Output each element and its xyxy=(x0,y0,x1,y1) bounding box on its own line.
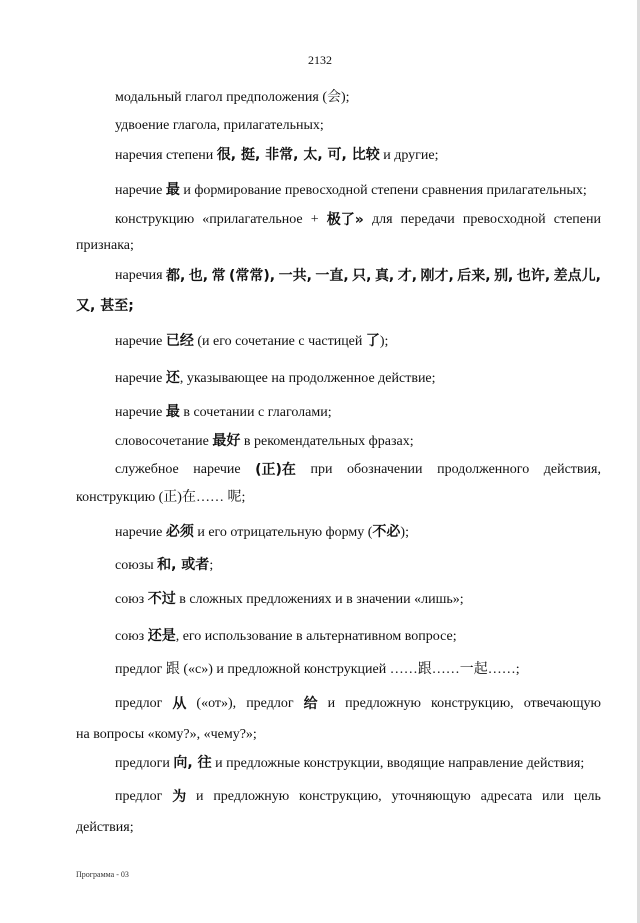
word: 从 xyxy=(172,696,187,712)
line-cong-gei xyxy=(115,696,601,712)
text: и его отрицательную форму ( xyxy=(193,525,373,540)
word: и xyxy=(196,789,204,804)
line-conjunctions xyxy=(115,557,213,574)
page-number: 2132 xyxy=(308,53,332,67)
line-zhengzai xyxy=(115,462,601,478)
text: , его использование в альтернативном вопросе; xyxy=(175,629,457,644)
word: предлог xyxy=(115,696,163,711)
line-hai xyxy=(115,370,436,387)
text: (и его сочетание с частицей xyxy=(193,334,366,349)
line-action: действия; xyxy=(76,820,134,835)
word: предложную xyxy=(345,696,422,711)
text: и предложные конструкции, вводящие направление действия; xyxy=(211,756,585,771)
word: 只, xyxy=(352,268,372,284)
text: в сочетании с глаголами; xyxy=(179,405,332,420)
text: и формирование превосходной степени сравнения прилагательных; xyxy=(179,183,587,198)
text: союз xyxy=(115,629,148,644)
chinese-text: 已经 xyxy=(165,333,194,349)
word: или xyxy=(542,789,564,804)
word: 为 xyxy=(172,789,187,805)
text: предлоги xyxy=(115,756,174,771)
chinese-text: 最好 xyxy=(212,433,241,449)
line-modal-verb: модальный глагол предположения (会); xyxy=(115,90,350,105)
word: + xyxy=(310,212,319,227)
word: 极了» xyxy=(326,212,364,228)
word: степени xyxy=(553,212,601,227)
chinese-text: 很, 挺, 非常, 太, 可, 比较 xyxy=(216,147,380,163)
text: ); xyxy=(379,334,389,349)
word: 也许, xyxy=(516,268,551,284)
text: наречие xyxy=(115,183,166,198)
chinese-text: 了 xyxy=(365,333,380,349)
word: 都, xyxy=(166,268,186,284)
word: «прилагательное xyxy=(202,212,303,227)
word: адресата xyxy=(480,789,533,804)
line-adverbs-list-cont: 又, 甚至; xyxy=(76,298,134,314)
footer-label: Программа - 03 xyxy=(76,870,129,879)
word: предложную xyxy=(213,789,290,804)
word: 给 xyxy=(303,696,318,712)
chinese-text: 必须 xyxy=(165,524,194,540)
word: предлог xyxy=(246,696,294,711)
word: 一共, xyxy=(278,268,312,284)
text: наречия степени xyxy=(115,148,217,163)
text: ; xyxy=(209,558,214,573)
line-attribute: признака; xyxy=(76,238,134,253)
line-questions: на вопросы «кому?», «чему?»; xyxy=(76,727,257,742)
word: конструкцию, xyxy=(431,696,514,711)
word: («от»), xyxy=(196,696,237,711)
chinese-text: 最 xyxy=(165,404,180,420)
text: ); xyxy=(400,525,409,540)
chinese-text: 还是 xyxy=(147,628,176,644)
word: служебное xyxy=(115,462,179,477)
word: наречия xyxy=(115,268,163,283)
word: (正)在 xyxy=(255,462,296,478)
text: в рекомендательных фразах; xyxy=(240,434,414,449)
line-verb-reduplication: удвоение глагола, прилагательных; xyxy=(115,118,324,133)
text: и другие; xyxy=(379,148,439,163)
line-zui-verbs xyxy=(115,404,332,421)
line-degree-adverbs xyxy=(115,147,439,164)
text: в сложных предложениях и в значении «лишь»; xyxy=(175,592,464,607)
word: при xyxy=(310,462,333,477)
line-wei xyxy=(115,789,601,805)
word: конструкцию, xyxy=(299,789,382,804)
word: действия, xyxy=(543,462,601,477)
word: и xyxy=(327,696,336,711)
word: цель xyxy=(573,789,601,804)
word: отвечающую xyxy=(523,696,601,711)
word: превосходной xyxy=(462,212,546,227)
line-construction-jile xyxy=(115,212,601,228)
word: 刚才, xyxy=(420,268,454,284)
chinese-text: 还 xyxy=(165,370,180,386)
line-superlative xyxy=(115,182,587,199)
word: 才, xyxy=(397,268,418,284)
chinese-text: 不必 xyxy=(372,524,401,540)
word: (常常), xyxy=(229,268,276,284)
text: , указывающее на продолженное действие; xyxy=(179,371,436,386)
text: наречие xyxy=(115,525,166,540)
word: передачи xyxy=(400,212,455,227)
text: наречие xyxy=(115,334,166,349)
line-zhengzai-ne: конструкцию (正)在…… 呢; xyxy=(76,490,246,505)
word: предлог xyxy=(115,789,163,804)
line-zuihao xyxy=(115,433,414,450)
line-haishi xyxy=(115,628,457,645)
word: наречие xyxy=(193,462,241,477)
line-buguo xyxy=(115,591,464,608)
text: наречие xyxy=(115,405,166,420)
line-bixu xyxy=(115,524,409,541)
word: 也, xyxy=(188,268,209,284)
text: союзы xyxy=(115,558,158,573)
chinese-text: 和, 或者 xyxy=(157,557,210,573)
word: уточняющую xyxy=(391,789,471,804)
line-adverbs-list xyxy=(115,268,601,284)
line-gen: предлог 跟 («с») и предложной конструкцией ……跟……一起……; xyxy=(115,662,520,677)
chinese-text: 最 xyxy=(165,182,180,198)
line-yijing xyxy=(115,333,388,350)
text: наречие xyxy=(115,371,166,386)
word: 一直, xyxy=(315,268,349,284)
word: конструкцию xyxy=(115,212,195,227)
chinese-text: 不过 xyxy=(147,591,176,607)
word: 后来, xyxy=(457,268,491,284)
chinese-text: 向, 往 xyxy=(173,755,212,771)
word: 别, xyxy=(494,268,514,284)
word: для xyxy=(371,212,393,227)
line-xiang-wang xyxy=(115,755,584,772)
word: 差点儿, xyxy=(553,268,601,284)
text: словосочетание xyxy=(115,434,213,449)
word: обозначении xyxy=(347,462,423,477)
text: союз xyxy=(115,592,148,607)
word: продолженного xyxy=(437,462,530,477)
word: 常 xyxy=(211,268,226,284)
word: 真, xyxy=(374,268,395,284)
